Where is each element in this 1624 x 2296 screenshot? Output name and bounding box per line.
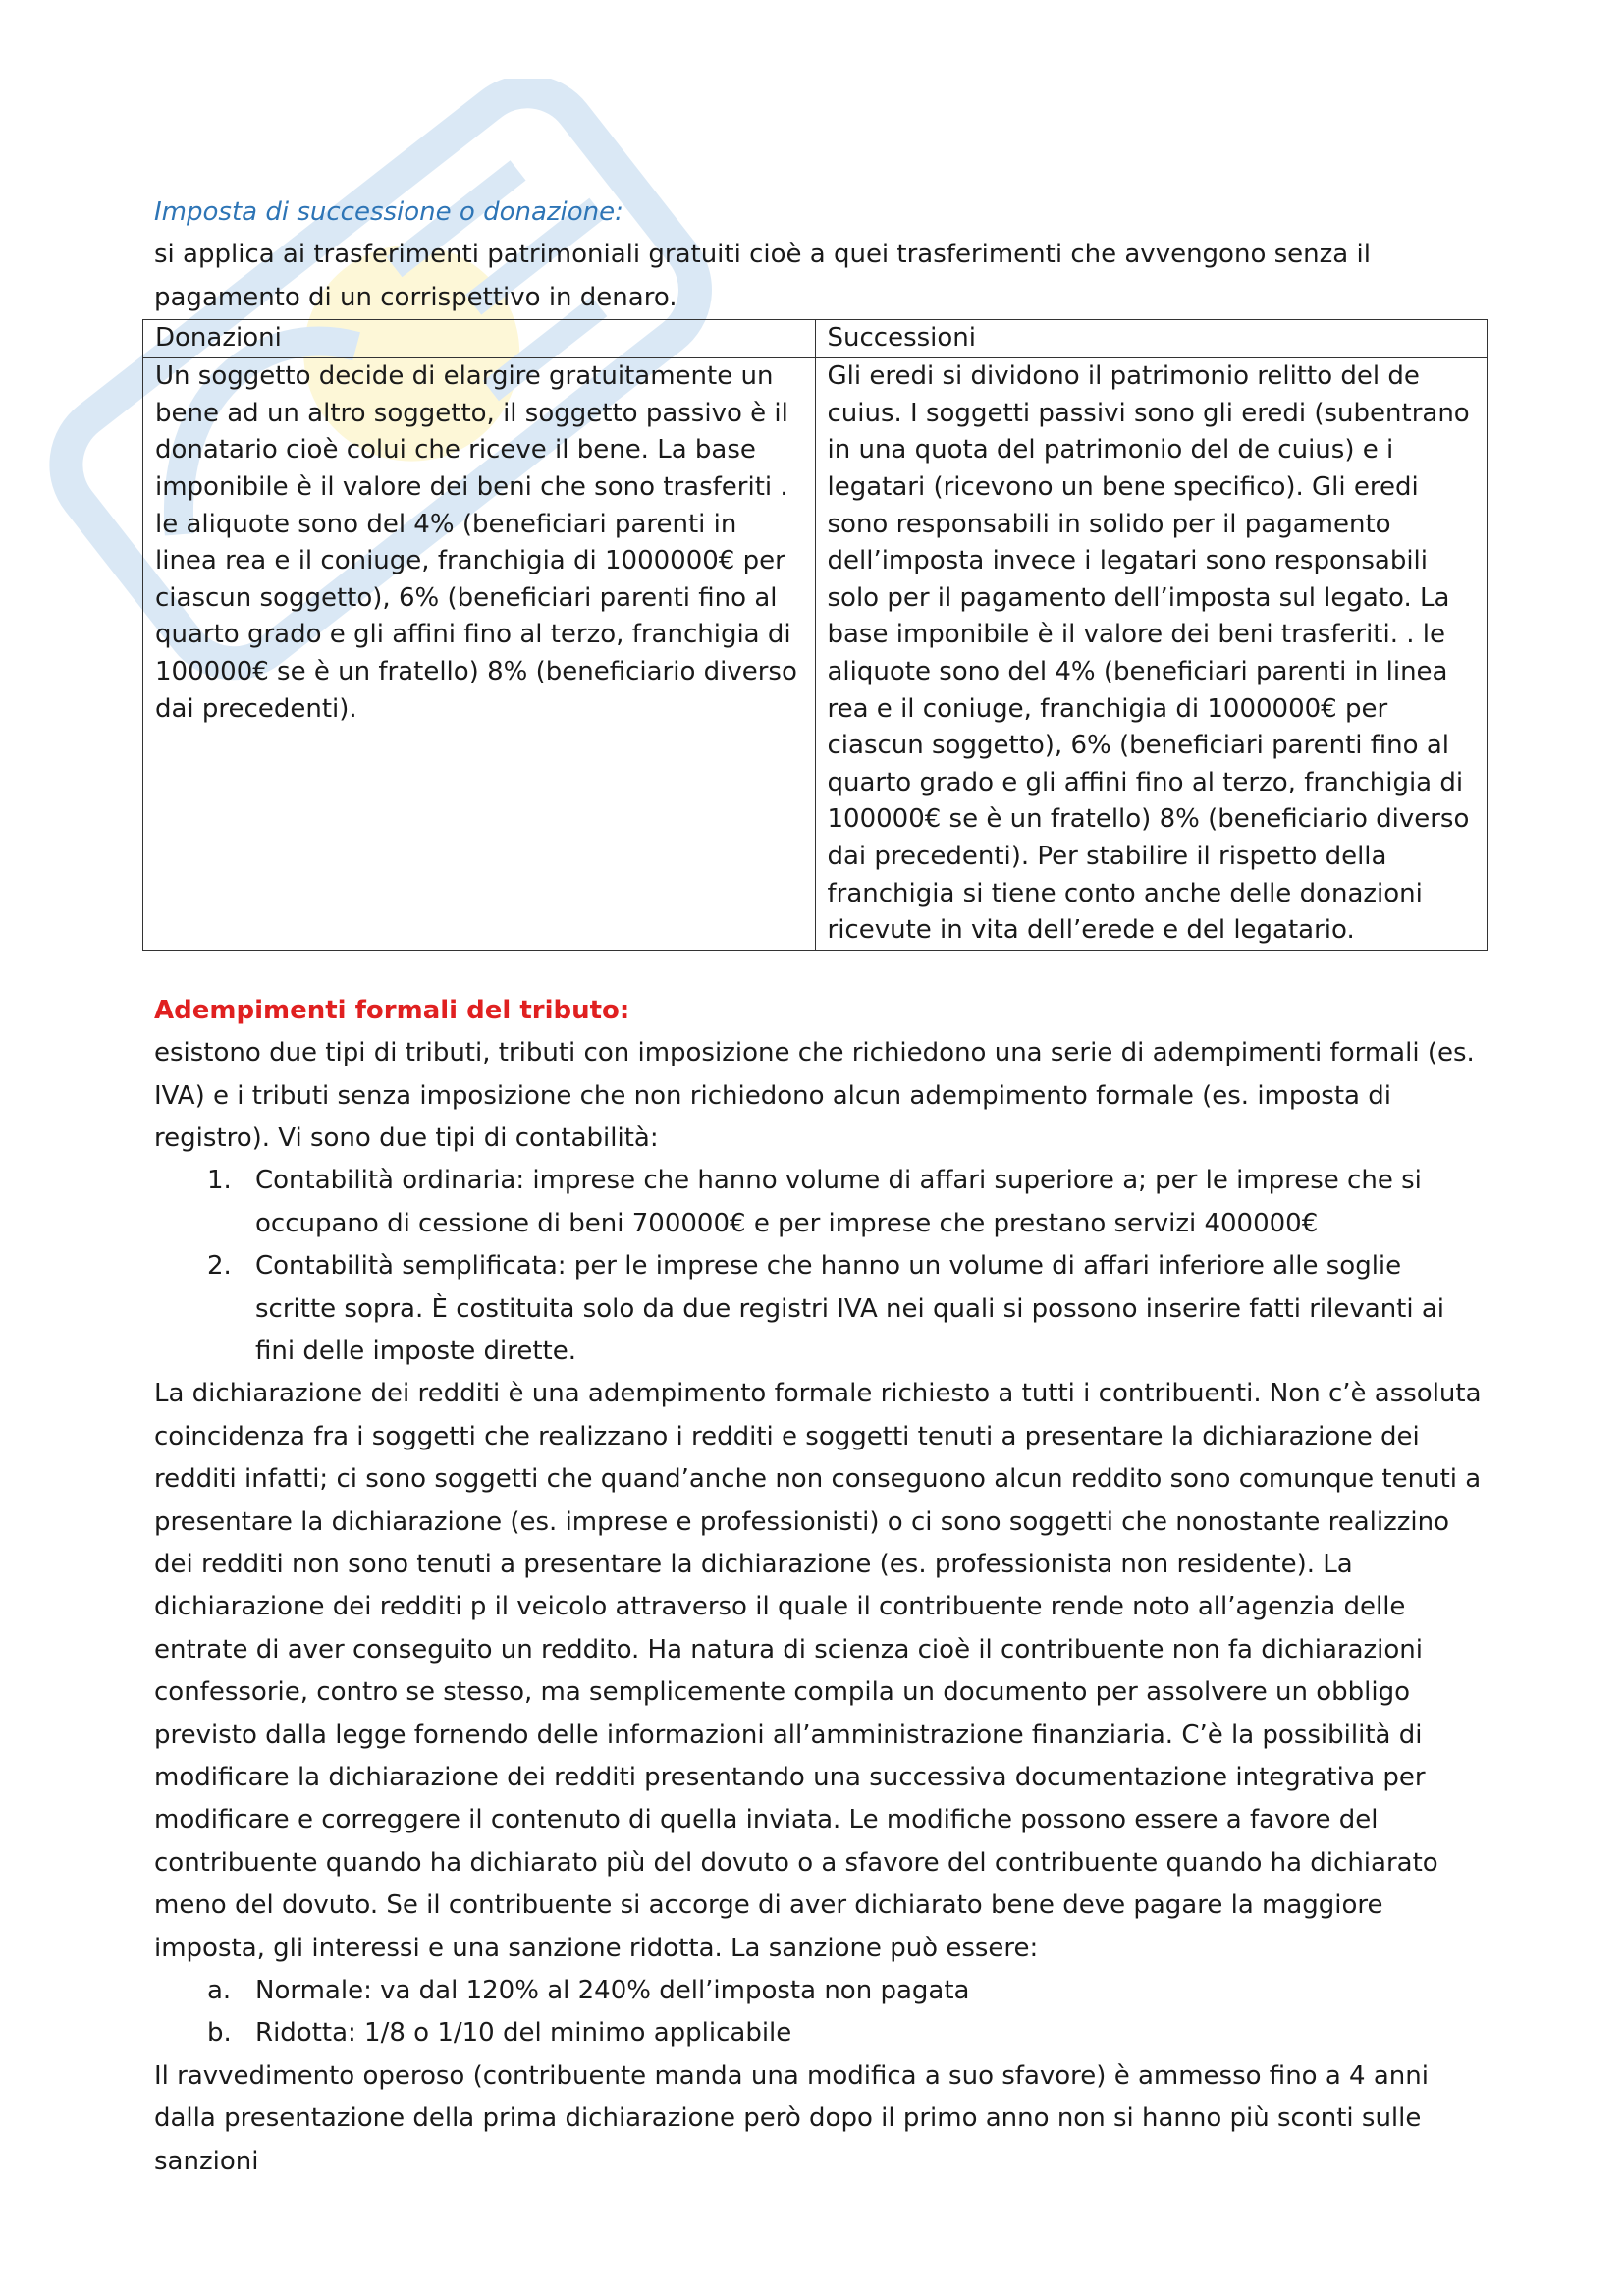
table-cell-successioni: Gli eredi si dividono il patrimonio relitto del de cuius. I soggetti passivi sono gli eredi (subentrano in una quota del patrimonio del de cuius) e i legatari (ricevono un bene specifico). Gli eredi sono responsabili in solido per il pagamento dell’imposta invece i legatari sono responsabili solo per il pagamento dell’imposta sul legato. La base imponibile è il valore dei beni trasferiti. . le aliquote sono del 4% (beneficiari parenti in linea rea e il coniuge, franchigia di 1000000€ per ciascun soggetto), 6% (beneficiari parenti fino al quarto grado e gli affini fino al terzo, franchigia di 100000€ se è un fratello) 8% (beneficiario diverso dai precedenti). Per stabilire il rispetto della franchigia si tiene conto anche delle donazioni ricevute in vita dell’erede e del legatario. bbox=[815, 358, 1488, 951]
lettered-list bbox=[154, 1970, 1489, 2055]
list-item-text: Normale: va dal 120% al 240% dell’imposta non pagata bbox=[255, 1976, 970, 2006]
list-item-text: Contabilità semplificata: per le imprese che hanno un volume di affari inferiore alle soglie scritte sopra. È costituita solo da due registri IVA nei quali si possono inserire fatti rilevanti ai fini delle imposte dirette. bbox=[255, 1251, 1445, 1366]
section-heading-succession: Imposta di successione o donazione: bbox=[154, 197, 623, 227]
body-paragraph: La dichiarazione dei redditi è una adempimento formale richiesto a tutti i contribuenti. Non c’è assoluta coincidenza fra i soggetti che realizzano i redditi e soggetti tenuti a presentare la dichiarazione dei redditi infatti; ci sono soggetti che quand’anche non conseguono alcun reddito sono comunque tenuti a presentare la dichiarazione (es. imprese e professionisti) o ci sono soggetti che nonostante realizzino dei redditi non sono tenuti a presentare la dichiarazione (es. professionista non residente). La dichiarazione dei redditi p il veicolo attraverso il quale il contribuente rende noto all’agenzia delle entrate di aver conseguito un reddito. Ha natura di scienza cioè il contribuente non fa dichiarazioni confessorie, contro se stesso, ma semplicemente compila un documento per assolvere un obbligo previsto dalla legge fornendo delle informazioni all’amministrazione finanziaria. C’è la possibilità di modificare la dichiarazione dei redditi presentando una successiva documentazione integrativa per modificare e correggere il contenuto di quella inviata. Le modifiche possono essere a favore del contribuente quando ha dichiarato più del dovuto o a sfavore del contribuente quando ha dichiarato meno del dovuto. Se il contribuente si accorge di aver dichiarato bene deve pagare la maggiore imposta, gli interessi e una sanzione ridotta. La sanzione può essere: bbox=[154, 1379, 1482, 1963]
document-content bbox=[154, 191, 1489, 2183]
list-item-text: Contabilità ordinaria: imprese che hanno volume di affari superiore a; per le imprese che si occupano di cessione di beni 700000€ e per imprese che prestano servizi 400000€ bbox=[255, 1166, 1422, 1238]
list-marker: 1. bbox=[207, 1166, 232, 1196]
list-item bbox=[154, 1970, 1489, 2012]
table-row bbox=[143, 358, 1488, 951]
section-intro-succession: si applica ai trasferimenti patrimoniali gratuiti cioè a quei trasferimenti che avvengono senza il pagamento di un corrispettivo in denaro. bbox=[154, 240, 1371, 312]
table-cell-donazioni: Un soggetto decide di elargire gratuitamente un bene ad un altro soggetto, il soggetto passivo è il donatario cioè colui che riceve il bene. La base imponibile è il valore dei beni che sono trasferiti . le aliquote sono del 4% (beneficiari parenti in linea rea e il coniuge, franchigia di 1000000€ per ciascun soggetto), 6% (beneficiari parenti fino al quarto grado e gli affini fino al terzo, franchigia di 100000€ se è un fratello) 8% (beneficiario diverso dai precedenti). bbox=[143, 358, 816, 951]
list-item bbox=[154, 1245, 1489, 1373]
list-item-text: Ridotta: 1/8 o 1/10 del minimo applicabile bbox=[255, 2018, 792, 2049]
section-intro-adempimenti: esistono due tipi di tributi, tributi con imposizione che richiedono una serie di adempimenti formali (es. IVA) e i tributi senza imposizione che non richiedono alcun adempimento formale (es. imposta di registro). Vi sono due tipi di contabilità: bbox=[154, 1038, 1475, 1153]
list-marker: b. bbox=[207, 2018, 232, 2049]
numbered-list bbox=[154, 1160, 1489, 1373]
list-item bbox=[154, 1160, 1489, 1245]
closing-paragraph: Il ravvedimento operoso (contribuente manda una modifica a suo sfavore) è ammesso fino a 4 anni dalla presentazione della prima dichiarazione però dopo il primo anno non si hanno più sconti sulle sanzioni bbox=[154, 2060, 1429, 2176]
list-item bbox=[154, 2012, 1489, 2054]
section-spacer bbox=[154, 951, 1489, 990]
section-heading-adempimenti: Adempimenti formali del tributo: bbox=[154, 995, 630, 1025]
table-header-successioni: Successioni bbox=[815, 320, 1488, 358]
table-header-donazioni: Donazioni bbox=[143, 320, 816, 358]
list-marker: 2. bbox=[207, 1251, 232, 1282]
table-header-row bbox=[143, 320, 1488, 358]
comparison-table bbox=[142, 319, 1488, 951]
list-marker: a. bbox=[207, 1976, 232, 2006]
